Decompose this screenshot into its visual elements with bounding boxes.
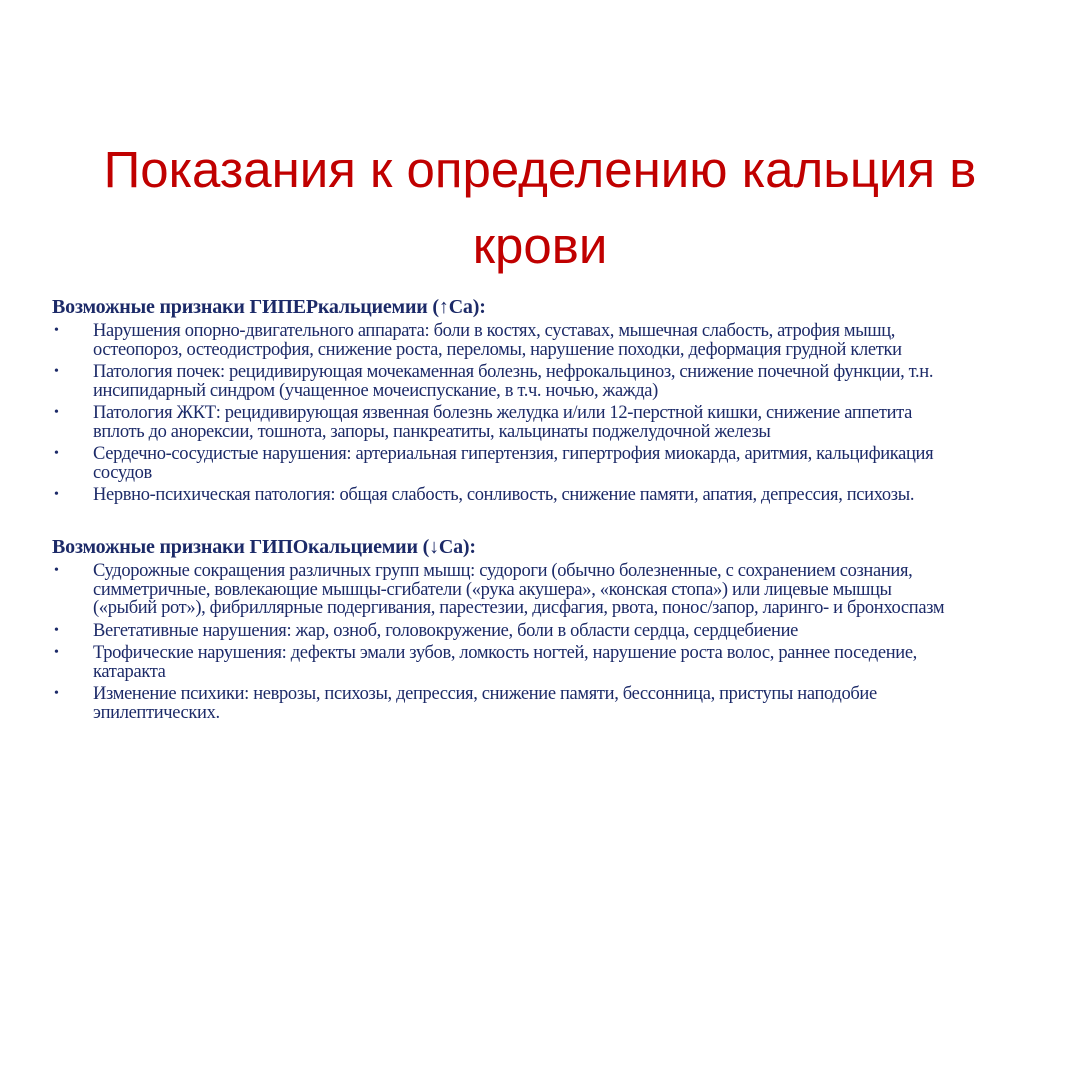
list-item-text: («рыбий рот»), фибриллярные подергивания, парестезии, дисфагия, рвота, понос/запор, ларинго- и бронхоспазм xyxy=(93,598,945,618)
list-item xyxy=(52,622,944,641)
list-item-text: эпилептических. xyxy=(93,702,220,723)
list-item xyxy=(52,486,933,505)
bullet-icon: • xyxy=(54,364,59,379)
bullet-icon: • xyxy=(54,645,59,660)
hypercalcemia-section xyxy=(52,296,933,505)
bullet-icon: • xyxy=(54,563,59,578)
list-item xyxy=(52,404,933,441)
list-item-text: вплоть до анорексии, тошнота, запоры, панкреатиты, кальцинаты поджелудочной железы xyxy=(93,421,771,442)
list-item xyxy=(52,644,944,681)
list-item-text: Изменение психики: неврозы, психозы, депрессия, снижение памяти, бессонница, приступы наподобие xyxy=(93,684,877,704)
list-item-text: сосудов xyxy=(93,462,152,483)
list-item-text: Сердечно-сосудистые нарушения: артериальная гипертензия, гипертрофия миокарда, аритмия, кальцификация xyxy=(93,444,934,464)
list-item xyxy=(52,445,933,482)
list-item-text: симметричные, вовлекающие мышцы-сгибатели («рука акушера», «конская стопа») или лицевые мышцы xyxy=(93,579,892,600)
slide-title xyxy=(0,132,1080,284)
section-heading: Возможные признаки ГИПОкальциемии (↓Ca): xyxy=(52,536,476,558)
bullet-icon: • xyxy=(54,405,59,420)
list-item xyxy=(52,685,944,722)
list-item xyxy=(52,562,944,618)
bullet-icon: • xyxy=(54,686,59,701)
title-line: крови xyxy=(472,217,608,274)
list-item-text: Судорожные сокращения различных групп мышц: судороги (обычно болезненные, с сохранением сознания, xyxy=(93,561,913,581)
list-item xyxy=(52,322,933,359)
list-item-text: Нарушения опорно-двигательного аппарата: боли в костях, суставах, мышечная слабость, атрофия мышц, xyxy=(93,321,896,341)
list-item-text: остеопороз, остеодистрофия, снижение роста, переломы, нарушение походки, деформация грудной клетки xyxy=(93,339,902,360)
list-item-text: Патология почек: рецидивирующая мочекаменная болезнь, нефрокальциноз, снижение почечной функции, т.н. xyxy=(93,362,934,382)
bullet-icon: • xyxy=(54,323,59,338)
list-item xyxy=(52,363,933,400)
list-item-text: катаракта xyxy=(93,661,166,682)
list-item-text: инсипидарный синдром (учащенное мочеиспускание, в т.ч. ночью, жажда) xyxy=(93,380,658,401)
bullet-icon: • xyxy=(54,487,59,502)
bullet-icon: • xyxy=(54,446,59,461)
title-line: Показания к определению кальция в xyxy=(103,141,977,198)
list-item-text: Трофические нарушения: дефекты эмали зубов, ломкость ногтей, нарушение роста волос, раннее поседение, xyxy=(93,643,917,663)
hypocalcemia-section xyxy=(52,536,944,722)
list-item-text: Вегетативные нарушения: жар, озноб, головокружение, боли в области сердца, сердцебиение xyxy=(93,620,798,641)
section-heading: Возможные признаки ГИПЕРкальциемии (↑Ca): xyxy=(52,296,486,318)
list-item-text: Нервно-психическая патология: общая слабость, сонливость, снижение памяти, апатия, депрессия, психозы. xyxy=(93,485,915,505)
bullet-icon: • xyxy=(54,622,59,638)
list-item-text: Патология ЖКТ: рецидивирующая язвенная болезнь желудка и/или 12-перстной кишки, снижение аппетита xyxy=(93,403,912,423)
